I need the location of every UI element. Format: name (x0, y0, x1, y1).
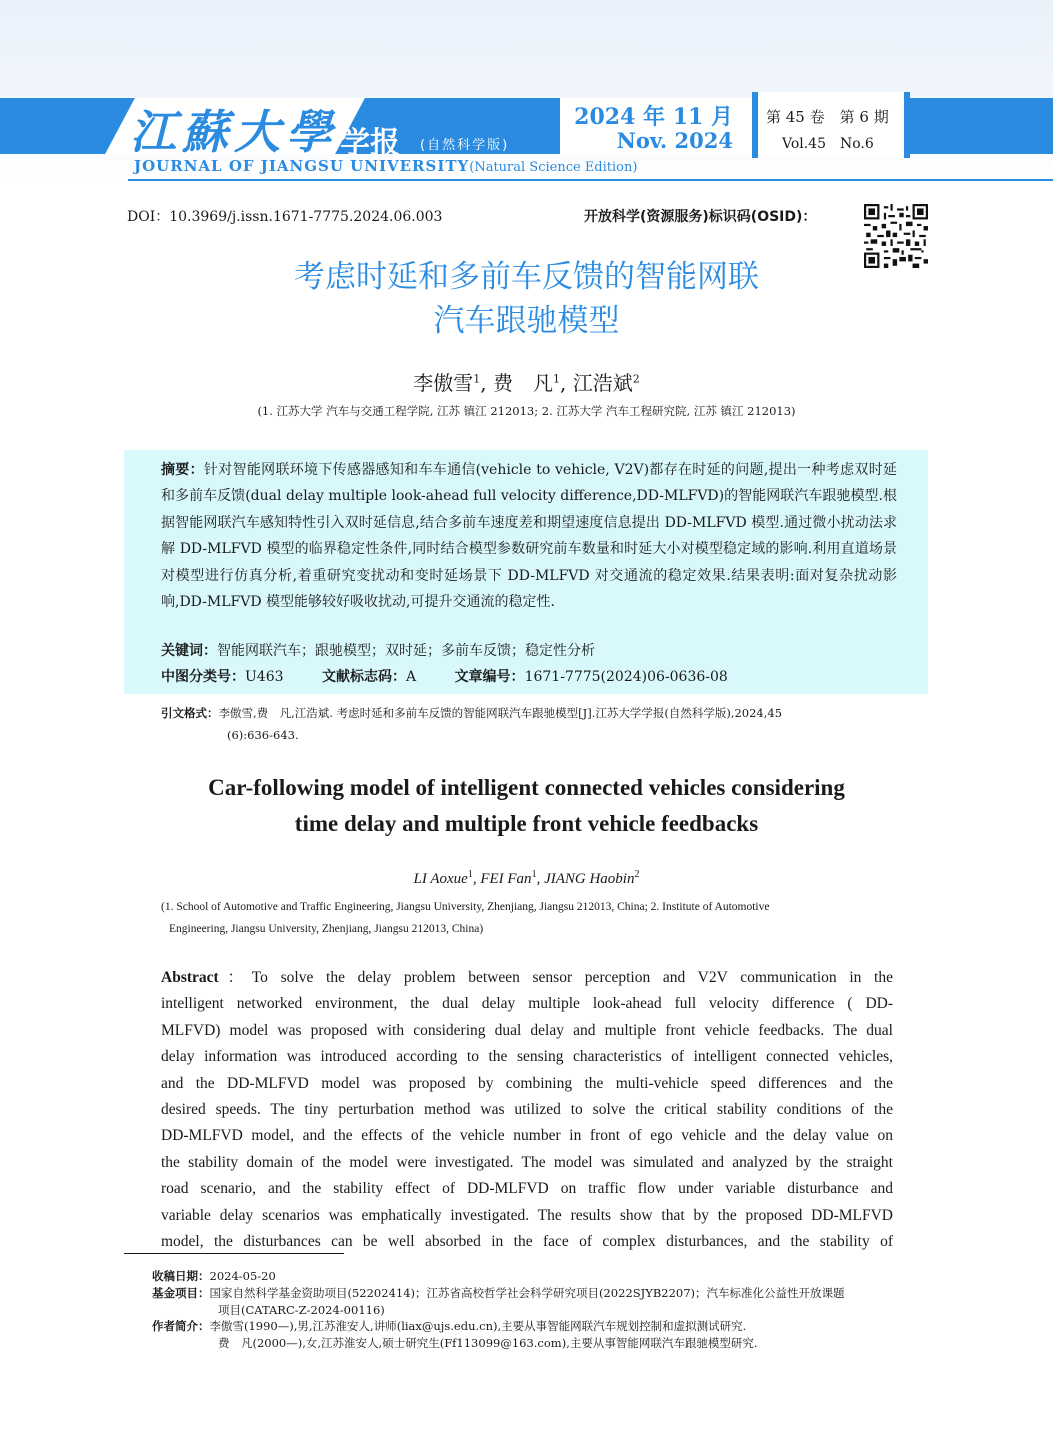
header-rule (128, 179, 1053, 181)
title-cn-line2: 汽车跟驰模型 (433, 303, 620, 339)
document-code: 文献标志码：A (321, 669, 417, 685)
classification-line (161, 666, 762, 686)
authors-en: LI Aoxue$^1$, FEI Fan$^1$, JIANG Haobin$^2$ (413, 869, 640, 887)
author-cn: 江浩斌 (572, 371, 633, 395)
osid-label: 开放科学(资源服务)标识码(OSID)： (584, 209, 817, 225)
author-en: LI Aoxue (413, 871, 468, 887)
doi: DOI：10.3969/j.issn.1671-7775.2024.06.003 (127, 209, 443, 225)
abstract-en: Abstract：To solve the delay problem between sensor perception and V2V communication in the intelligent networked environment, the dual delay multiple look-ahead full velocity difference ( DD- MLFVD) model was proposed with considering dual delay and multiple front vehicle feedbacks. The dual delay information was introduced according to the sensing characteristics of intelligent connected vehicles, and the DD-MLFVD model was proposed by combining the multi-vehicle speed differences and the desired speeds. The tiny perturbation method was utilized to solve the critical stability conditions of the DD-MLFVD model, and the effects of the vehicle number in front of ego vehicle and the delay value on the stability domain of the model were investigated. The model was simulated and analyzed by the straight road scenario, and the stability effect of DD-MLFVD on traffic flow under variable disturbance and variable delay scenarios was emphatically investigated. The results show that by the proposed DD-MLFVD model, the disturbances can be well absorbed in the face of complex disturbances, and the stability of (161, 969, 893, 1251)
author-cn: 费 凡 (493, 371, 553, 395)
author-en: JIANG Haobin (544, 871, 635, 887)
title-cn-line1: 考虑时延和多前车反馈的智能网联 (294, 259, 759, 295)
volume-cn: 第 45 卷 第 6 期 (766, 108, 889, 126)
abstract-en-label: Abstract (161, 969, 219, 986)
abstract-cn-label: 摘要： (161, 462, 204, 478)
abstract-cn: 摘要：针对智能网联环境下传感器感知和车车通信(vehicle to vehicle, V2V)都存在时延的问题,提出一种考虑双时延和多前车反馈(dual delay multiple look-ahead full velocity difference,DD-MLFVD)的智能网联汽车跟驰模型.根据智能网联汽车感知特性引入双时延信息,结合多前车速度差和期望速度信息提出 DD-MLFVD 模型.通过微小扰动法求解 DD-MLFVD 模型的临界稳定性条件,同时结合模型参数研究前车数量和时延大小对模型稳定域的影响.利用直道场景对模型进行仿真分析,着重研究变扰动和变时延场景下 DD-MLFVD 对交通流的稳定效果.结果表明:面对复杂扰动影响,DD-MLFVD 模型能够较好吸收扰动,可提升交通流的稳定性. (161, 462, 897, 611)
author-cn: 李傲雪 (413, 371, 474, 395)
received-date: 收稿日期：2024-05-20 (152, 1269, 276, 1283)
fund-info: 基金项目：国家自然科学基金资助项目(52202414)；江苏省高校哲学社会科学研究项目(2022SJYB2207)；汽车标准化公益性开放课题 项目(CATARC-Z-2024-00116) (152, 1286, 845, 1317)
clc-number: 中图分类号：U463 (161, 669, 284, 685)
issue-date-cn: 2024 年 11 月 (574, 104, 733, 130)
title-en-line2: time delay and multiple front vehicle feedbacks (294, 811, 759, 836)
affiliation-cn: (1. 江苏大学 汽车与交通工程学院, 江苏 镇江 212013; 2. 江苏大学 汽车工程研究院, 江苏 镇江 212013) (257, 404, 796, 418)
issue-date-en: Nov. 2024 (616, 128, 733, 153)
footnote-rule (124, 1253, 344, 1254)
volume-en: Vol.45 No.6 (782, 136, 874, 152)
keywords-cn: 关键词：智能网联汽车；跟驰模型；双时延；多前车反馈；稳定性分析 (161, 643, 595, 659)
title-en-line1: Car-following model of intelligent connected vehicles considering (208, 775, 845, 800)
citation-format: 引文格式：李傲雪,费 凡,江浩斌. 考虑时延和多前车反馈的智能网联汽车跟驰模型[J].江苏大学学报(自然科学版),2024,45 (6):636-643. (161, 706, 783, 742)
author-bio: 作者简介：李傲雪(1990—),男,江苏淮安人,讲师(liax@ujs.edu.cn),主要从事智能网联汽车规划控制和虚拟测试研究. 费 凡(2000—),女,江苏淮安人,硕士研究生(Ff113099@163.com),主要从事智能网联汽车跟驰模型研究. (152, 1319, 758, 1350)
author-en: FEI Fan (480, 871, 532, 887)
article-number: 文章编号：1671-7775(2024)06-0636-08 (454, 669, 728, 685)
journal-name-en: JOURNAL OF JIANGSU UNIVERSITY(Natural Science Edition) (134, 157, 638, 175)
journal-edition-cn: (自然科学版) (420, 138, 510, 153)
journal-xuebao: 学报 (340, 126, 400, 161)
journal-logo-cn: 江蘇大學 (130, 105, 338, 159)
authors-cn: 李傲雪$^1$, 费 凡$^1$, 江浩斌$^2$ (413, 371, 640, 395)
affiliation-en: (1. School of Automotive and Traffic Engineering, Jiangsu University, Zhenjiang, Jiangsu 212013, China; 2. Institute of Automotive Engineering, Jiangsu University, Zhenjiang, Jiangsu 212013, China) (161, 901, 770, 935)
